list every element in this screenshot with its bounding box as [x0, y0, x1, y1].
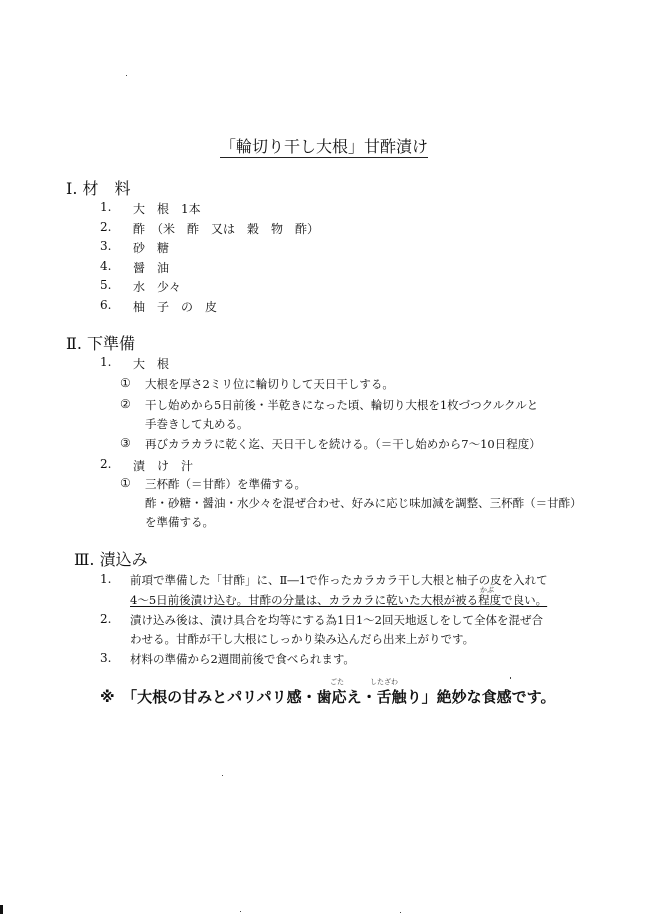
- list-item: 醤 油: [133, 261, 170, 275]
- list-item: 大 根 1本: [133, 202, 201, 216]
- scan-speck: [222, 775, 223, 776]
- list-item-number: 5.: [100, 278, 112, 292]
- step-mark: ①: [120, 476, 131, 490]
- ruby-annotation: ごた: [330, 678, 344, 686]
- scan-speck: [240, 911, 241, 912]
- section-1-heading: Ⅰ. 材 料: [66, 179, 131, 198]
- section-3-heading: Ⅲ. 漬込み: [74, 550, 148, 569]
- step-line: 三杯酢（＝甘酢）を準備する。: [145, 477, 306, 491]
- list-item-number: 2.: [100, 220, 112, 234]
- list-item: 水 少々: [133, 280, 182, 294]
- step-line: を準備する。: [145, 515, 214, 529]
- paragraph-line: わせる。甘酢が干し大根にしっかり染み込んだら出来上がりです。: [130, 632, 475, 646]
- note-text: 「大根の甘みとパリパリ感・歯応え・舌触り」絶妙な食感です。: [129, 688, 556, 706]
- paragraph-line: 前項で準備した「甘酢」に、Ⅱ―1で作ったカラカラ干し大根と柚子の皮を入れて: [130, 573, 548, 587]
- paragraph-line: 4～5日前後漬け込む。甘酢の分量は、カラカラに乾いた大根が被る程度で良い。: [130, 593, 548, 607]
- document-title: [0, 134, 648, 157]
- step-line: 酢・砂糖・醤油・水少々を混ぜ合わせ、好みに応じ味加減を調整、三杯酢（＝甘酢）: [145, 496, 582, 510]
- subsection-label: 大 根: [133, 357, 170, 371]
- step-line: 手巻きして丸める。: [145, 417, 249, 431]
- subsection-label: 漬 け 汁: [133, 459, 194, 473]
- list-item-number: 1.: [100, 200, 112, 214]
- paragraph-line: 材料の準備から2週間前後で食べられます。: [130, 652, 355, 666]
- step-mark: ①: [120, 376, 131, 390]
- list-item: 酢 （米 酢 又は 穀 物 酢）: [133, 222, 320, 236]
- closing-note: [100, 686, 555, 707]
- list-item-number: 6.: [100, 298, 112, 312]
- scan-speck: [510, 677, 511, 679]
- list-item: 砂 糖: [133, 241, 170, 255]
- step-mark: ②: [120, 397, 131, 411]
- scan-speck: [126, 75, 127, 76]
- paragraph-line: 漬け込み後は、漬け具合を均等にする為1日1～2回天地返しをして全体を混ぜ合: [130, 613, 543, 627]
- section-2-heading: Ⅱ. 下準備: [66, 334, 136, 353]
- scan-speck: [400, 912, 401, 913]
- subsection-number: 2.: [100, 457, 112, 471]
- subsection-number: 1.: [100, 355, 112, 369]
- list-item-number: 1.: [100, 572, 112, 586]
- step-line: 干し始めから5日前後・半乾きになった頃、輪切り大根を1枚づつクルクルと: [145, 398, 539, 412]
- title-text: 「輪切り干し大根」甘酢漬け: [219, 137, 428, 156]
- ruby-annotation: かぶ: [480, 586, 494, 594]
- step-mark: ③: [120, 436, 131, 450]
- ruby-annotation: したざわ: [370, 678, 398, 686]
- note-mark: ※: [100, 688, 115, 706]
- list-item: 柚 子 の 皮: [133, 300, 218, 314]
- scan-speck: [0, 905, 3, 914]
- step-line: 再びカラカラに乾く迄、天日干しを続ける。（＝干し始めから7～10日程度）: [145, 437, 541, 451]
- list-item-number: 3.: [100, 239, 112, 253]
- list-item-number: 3.: [100, 651, 112, 665]
- list-item-number: 2.: [100, 612, 112, 626]
- step-line: 大根を厚さ2ミリ位に輪切りして天日干しする。: [145, 377, 394, 391]
- list-item-number: 4.: [100, 259, 112, 273]
